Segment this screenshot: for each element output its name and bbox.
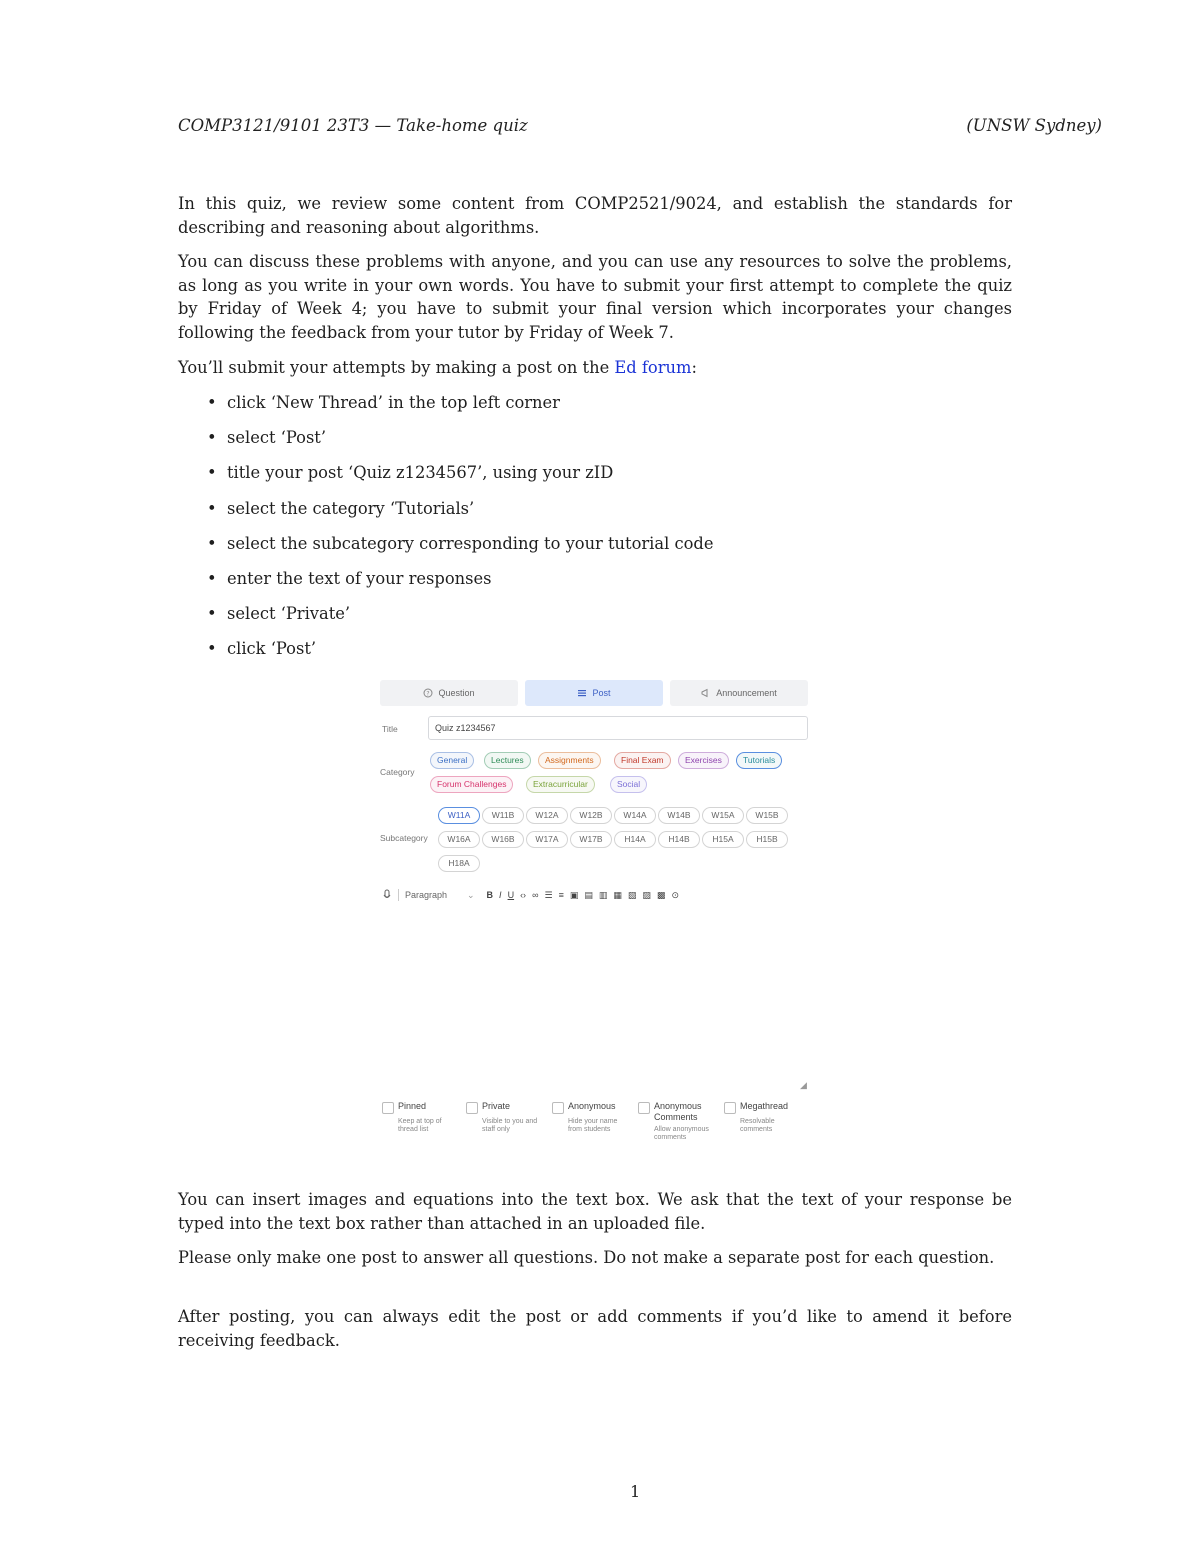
checkbox[interactable]	[638, 1102, 650, 1114]
subcategory-chip-w16b[interactable]: W16B	[482, 831, 524, 848]
step-text: click ‘New Thread’ in the top left corner	[227, 393, 560, 412]
subcategory-chip-w12b[interactable]: W12B	[570, 807, 612, 824]
step-text: select ‘Private’	[227, 604, 351, 624]
align-right-button[interactable]: ▦	[613, 889, 622, 900]
resize-handle-icon[interactable]: ◢	[800, 1080, 807, 1090]
option-description: Allow anonymous comments	[654, 1126, 709, 1141]
subcategory-chip-h14a[interactable]: H14A	[614, 831, 656, 848]
subcategory-chip-w11b[interactable]: W11B	[482, 807, 524, 824]
underline-button[interactable]: U	[507, 889, 515, 900]
header-course-title: COMP3121/9101 23T3 — Take-home quiz	[178, 116, 528, 135]
submission-colon: :	[691, 358, 697, 377]
tab-announcement[interactable]	[670, 680, 808, 706]
subcategory-chip-w16a[interactable]: W16A	[438, 831, 480, 848]
chevron-down-icon[interactable]: ⌄	[467, 889, 475, 900]
bold-button[interactable]: B	[486, 889, 494, 900]
list-item	[207, 461, 713, 496]
checkbox[interactable]	[382, 1102, 394, 1114]
tab-post[interactable]	[525, 680, 663, 706]
bullet-icon: •	[207, 639, 217, 659]
category-chip-exercises[interactable]: Exercises	[678, 752, 729, 769]
ed-forum-link[interactable]: Ed forum	[614, 358, 692, 377]
list-item	[207, 532, 713, 567]
list-item	[207, 567, 713, 602]
subcategory-chip-h15a[interactable]: H15A	[702, 831, 744, 848]
paragraph-style-select[interactable]: Paragraph	[405, 890, 448, 900]
subcategory-chip-h14b[interactable]: H14B	[658, 831, 700, 848]
one-post-paragraph: Please only make one post to answer all questions. Do not make a separate post for each question.	[178, 1248, 995, 1267]
bullet-icon: •	[207, 604, 217, 624]
editor-toolbar	[382, 886, 806, 904]
tab-label: Post	[592, 688, 611, 698]
discussion-paragraph: You can discuss these problems with anyone, and you can use any resources to solve the problems, as long as you write in your own words. You have to submit your first attempt to complete the quiz by Friday of Week 4; you have to submit your final version which incorporates your changes following the feedback from your tutor by Friday of Week 7.	[178, 252, 1012, 342]
option-name: Pinned	[398, 1101, 427, 1111]
megaphone-icon	[701, 688, 711, 698]
subcategory-chip-w12a[interactable]: W12A	[526, 807, 568, 824]
category-chip-general[interactable]: General	[430, 752, 474, 769]
subcategory-chip-w11a[interactable]: W11A	[438, 807, 480, 824]
page-number: 1	[630, 1482, 641, 1501]
subcategory-chip-w15b[interactable]: W15B	[746, 807, 788, 824]
running-header	[178, 116, 1102, 140]
submission-text: You’ll submit your attempts by making a post on the	[178, 358, 615, 377]
checkbox[interactable]	[724, 1102, 736, 1114]
subcategory-chip-h15b[interactable]: H15B	[746, 831, 788, 848]
checkbox[interactable]	[552, 1102, 564, 1114]
list-item	[207, 602, 713, 637]
category-chip-assignments[interactable]: Assignments	[538, 752, 601, 769]
checkbox[interactable]	[466, 1102, 478, 1114]
subcategory-chip-w15a[interactable]: W15A	[702, 807, 744, 824]
formatting-buttons	[487, 890, 685, 901]
bullet-icon: •	[207, 533, 217, 553]
microphone-icon[interactable]	[382, 889, 392, 901]
option-description: Visible to you and staff only	[482, 1118, 538, 1133]
subcategory-label: Subcategory	[380, 833, 428, 843]
list-item	[207, 391, 713, 426]
submission-steps-list	[207, 391, 713, 673]
question-icon	[423, 688, 433, 698]
step-text: title your post ‘Quiz z1234567’, using your zID	[227, 463, 614, 483]
thread-type-tabs	[380, 680, 808, 706]
bullet-icon: •	[207, 498, 217, 518]
tab-label: Announcement	[716, 688, 777, 698]
subcategory-chip-w14b[interactable]: W14B	[658, 807, 700, 824]
step-text: enter the text of your responses	[227, 568, 492, 588]
step-text: select the subcategory corresponding to your tutorial code	[227, 533, 714, 553]
bullet-list-button[interactable]: ☰	[544, 889, 553, 900]
step-text: select ‘Post’	[227, 428, 327, 448]
header-institution: (UNSW Sydney)	[966, 116, 1102, 135]
submission-paragraph	[178, 356, 1012, 380]
subcategory-chip-w17a[interactable]: W17A	[526, 831, 568, 848]
category-chip-lectures[interactable]: Lectures	[484, 752, 531, 769]
tab-label: Question	[438, 688, 475, 698]
code-button[interactable]: ‹›	[520, 889, 527, 900]
option-description: Resolvable comments	[740, 1118, 775, 1133]
intro-paragraph: In this quiz, we review some content from COMP2521/9024, and establish the standards for describing and reasoning about algorithms.	[178, 194, 1012, 237]
tab-question[interactable]	[380, 680, 518, 706]
attachment-button[interactable]: ▩	[656, 889, 666, 900]
toolbar-divider	[398, 889, 399, 901]
italic-button[interactable]: I	[499, 889, 502, 900]
option-name: Anonymous	[568, 1101, 616, 1111]
table-button[interactable]: ▤	[584, 889, 593, 900]
category-chip-tutorials[interactable]: Tutorials	[736, 752, 782, 769]
option-description: Hide your name from students	[568, 1118, 618, 1133]
option-description: Keep at top of thread list	[398, 1118, 442, 1133]
step-text: click ‘Post’	[227, 639, 317, 659]
insert-paragraph: You can insert images and equations into the text box. We ask that the text of your response be typed into the text box rather than attached in an uploaded file.	[178, 1190, 1012, 1233]
option-name: Megathread	[740, 1101, 789, 1111]
bullet-icon: •	[207, 393, 217, 412]
category-chip-extracurricular[interactable]: Extracurricular	[526, 776, 595, 793]
subcategory-chip-h18a[interactable]: H18A	[438, 855, 480, 872]
svg-text:?: ?	[426, 690, 431, 698]
post-icon	[577, 688, 587, 698]
bullet-icon: •	[207, 428, 217, 448]
post-options	[382, 1102, 806, 1158]
option-name: Anonymous Comments	[654, 1101, 702, 1122]
list-item	[207, 637, 713, 672]
category-label: Category	[380, 767, 415, 777]
subcategory-chip-w17b[interactable]: W17B	[570, 831, 612, 848]
list-item	[207, 497, 713, 532]
settings-button[interactable]: ⊙	[671, 889, 679, 900]
after-posting-paragraph: After posting, you can always edit the post or add comments if you’d like to amend it before receiving feedback.	[178, 1307, 1012, 1350]
title-input[interactable]: Quiz z1234567	[428, 716, 808, 740]
link-button[interactable]: ∞	[532, 889, 539, 900]
bullet-icon: •	[207, 463, 217, 483]
option-name: Private	[482, 1101, 511, 1111]
title-label: Title	[382, 724, 398, 734]
category-chip-forum-challenges[interactable]: Forum Challenges	[430, 776, 513, 793]
category-chip-final-exam[interactable]: Final Exam	[614, 752, 671, 769]
bullet-icon: •	[207, 568, 217, 588]
step-text: select the category ‘Tutorials’	[227, 498, 475, 518]
subcategory-chip-w14a[interactable]: W14A	[614, 807, 656, 824]
list-item	[207, 426, 713, 461]
category-chip-social[interactable]: Social	[610, 776, 647, 793]
image-button[interactable]: ▣	[569, 889, 579, 900]
ed-new-thread-screenshot	[378, 676, 810, 1160]
numbered-list-button[interactable]: ≡	[558, 889, 564, 900]
align-center-button[interactable]: ▧	[627, 889, 637, 900]
equation-button[interactable]: ▨	[642, 889, 651, 900]
align-left-button[interactable]: ▥	[598, 889, 608, 900]
